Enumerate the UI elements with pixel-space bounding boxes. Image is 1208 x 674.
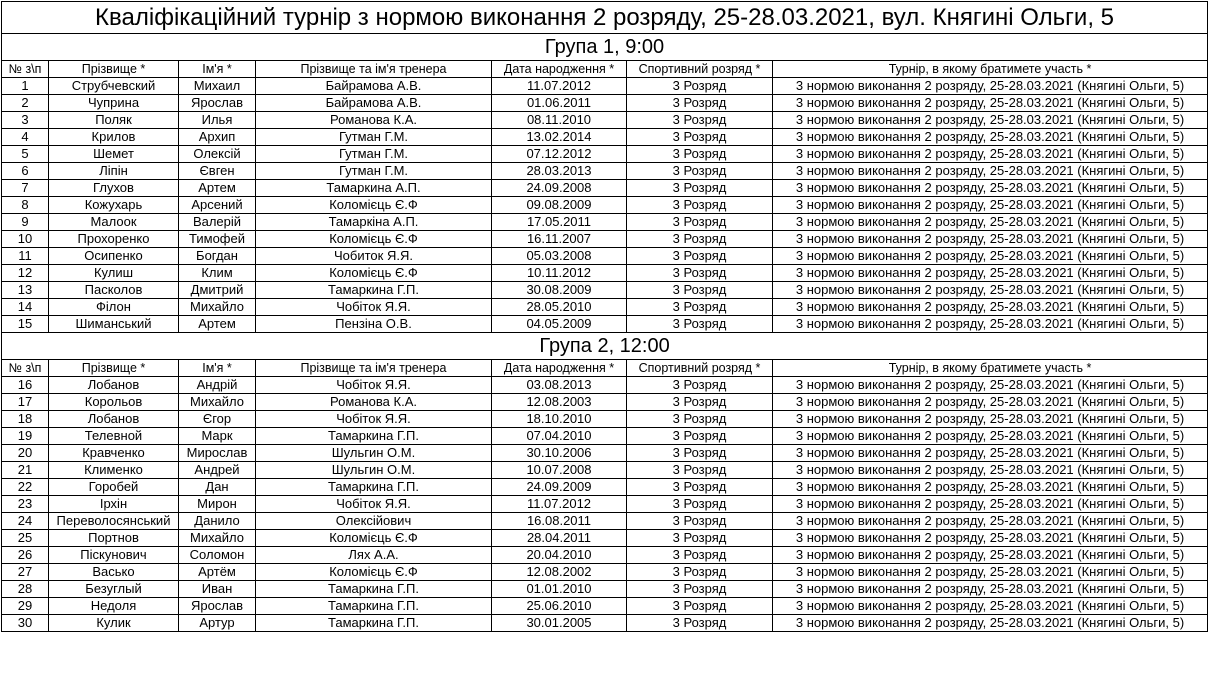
table-row xyxy=(2,428,1208,445)
table-row xyxy=(2,197,1208,214)
tournament-cell: 3 нормою виконання 2 розряду, 25-28.03.2021 (Княгині Ольги, 5) xyxy=(773,248,1208,265)
birth-date-cell: 24.09.2009 xyxy=(492,479,627,496)
tournament-cell: 3 нормою виконання 2 розряду, 25-28.03.2021 (Княгині Ольги, 5) xyxy=(773,146,1208,163)
birth-date-cell: 13.02.2014 xyxy=(492,129,627,146)
header-row xyxy=(2,360,1208,377)
surname-cell: Кулик xyxy=(49,615,179,632)
coach-name-cell: Олексійович xyxy=(256,513,492,530)
birth-date-cell: 30.10.2006 xyxy=(492,445,627,462)
group-title: Група 2, 12:00 xyxy=(2,333,1208,360)
sport-rank-cell: 3 Розряд xyxy=(627,615,773,632)
coach-name-cell: Тамаркина А.П. xyxy=(256,180,492,197)
surname-cell: Фiлон xyxy=(49,299,179,316)
birth-date-cell: 18.10.2010 xyxy=(492,411,627,428)
birth-date-cell: 11.07.2012 xyxy=(492,496,627,513)
surname-cell: Телевной xyxy=(49,428,179,445)
coach-name-cell: Романова К.А. xyxy=(256,112,492,129)
coach-name-cell: Пензіна О.В. xyxy=(256,316,492,333)
header-rank: Спортивний розряд * xyxy=(627,360,773,377)
tournament-cell: 3 нормою виконання 2 розряду, 25-28.03.2021 (Княгині Ольги, 5) xyxy=(773,316,1208,333)
coach-name-cell: Тамаркіна А.П. xyxy=(256,214,492,231)
row-number-cell: 22 xyxy=(2,479,49,496)
table-row xyxy=(2,547,1208,564)
first-name-cell: Єгор xyxy=(179,411,256,428)
row-number-cell: 16 xyxy=(2,377,49,394)
title-row xyxy=(2,2,1208,34)
tournament-cell: 3 нормою виконання 2 розряду, 25-28.03.2021 (Княгині Ольги, 5) xyxy=(773,377,1208,394)
coach-name-cell: Коломієць Є.Ф xyxy=(256,530,492,547)
tournament-cell: 3 нормою виконання 2 розряду, 25-28.03.2021 (Княгині Ольги, 5) xyxy=(773,479,1208,496)
row-number-cell: 28 xyxy=(2,581,49,598)
birth-date-cell: 04.05.2009 xyxy=(492,316,627,333)
first-name-cell: Михайло xyxy=(179,530,256,547)
birth-date-cell: 07.12.2012 xyxy=(492,146,627,163)
table-row xyxy=(2,564,1208,581)
table-row xyxy=(2,129,1208,146)
sport-rank-cell: 3 Розряд xyxy=(627,214,773,231)
surname-cell: Недоля xyxy=(49,598,179,615)
sport-rank-cell: 3 Розряд xyxy=(627,394,773,411)
sport-rank-cell: 3 Розряд xyxy=(627,462,773,479)
sport-rank-cell: 3 Розряд xyxy=(627,248,773,265)
birth-date-cell: 12.08.2003 xyxy=(492,394,627,411)
sport-rank-cell: 3 Розряд xyxy=(627,581,773,598)
first-name-cell: Євген xyxy=(179,163,256,180)
row-number-cell: 19 xyxy=(2,428,49,445)
first-name-cell: Дмитрий xyxy=(179,282,256,299)
sport-rank-cell: 3 Розряд xyxy=(627,95,773,112)
first-name-cell: Ярослав xyxy=(179,95,256,112)
sport-rank-cell: 3 Розряд xyxy=(627,564,773,581)
sport-rank-cell: 3 Розряд xyxy=(627,163,773,180)
tournament-cell: 3 нормою виконання 2 розряду, 25-28.03.2021 (Княгині Ольги, 5) xyxy=(773,411,1208,428)
first-name-cell: Михайло xyxy=(179,299,256,316)
tournament-cell: 3 нормою виконання 2 розряду, 25-28.03.2021 (Княгині Ольги, 5) xyxy=(773,231,1208,248)
header-tournament: Турнір, в якому братимете участь * xyxy=(773,61,1208,78)
first-name-cell: Мирослав xyxy=(179,445,256,462)
first-name-cell: Андрей xyxy=(179,462,256,479)
first-name-cell: Артем xyxy=(179,180,256,197)
row-number-cell: 11 xyxy=(2,248,49,265)
surname-cell: Переволосянський xyxy=(49,513,179,530)
birth-date-cell: 30.08.2009 xyxy=(492,282,627,299)
first-name-cell: Михайло xyxy=(179,394,256,411)
header-rank: Спортивний розряд * xyxy=(627,61,773,78)
coach-name-cell: Коломієць Є.Ф xyxy=(256,197,492,214)
coach-name-cell: Тамаркина Г.П. xyxy=(256,428,492,445)
birth-date-cell: 12.08.2002 xyxy=(492,564,627,581)
coach-name-cell: Байрамова А.В. xyxy=(256,95,492,112)
tournament-cell: 3 нормою виконання 2 розряду, 25-28.03.2021 (Княгині Ольги, 5) xyxy=(773,299,1208,316)
table-row xyxy=(2,496,1208,513)
tournament-cell: 3 нормою виконання 2 розряду, 25-28.03.2021 (Княгині Ольги, 5) xyxy=(773,615,1208,632)
row-number-cell: 25 xyxy=(2,530,49,547)
header-coach: Прізвище та ім'я тренера xyxy=(256,360,492,377)
row-number-cell: 1 xyxy=(2,78,49,95)
sport-rank-cell: 3 Розряд xyxy=(627,299,773,316)
header-surname: Прізвище * xyxy=(49,360,179,377)
header-birth-date: Дата народження * xyxy=(492,360,627,377)
header-row xyxy=(2,61,1208,78)
table-row xyxy=(2,513,1208,530)
row-number-cell: 21 xyxy=(2,462,49,479)
row-number-cell: 30 xyxy=(2,615,49,632)
row-number-cell: 23 xyxy=(2,496,49,513)
surname-cell: Поляк xyxy=(49,112,179,129)
table-row xyxy=(2,462,1208,479)
table-row xyxy=(2,445,1208,462)
header-number: № з\п xyxy=(2,61,49,78)
surname-cell: Лiпiн xyxy=(49,163,179,180)
sport-rank-cell: 3 Розряд xyxy=(627,411,773,428)
surname-cell: Кравченко xyxy=(49,445,179,462)
first-name-cell: Илья xyxy=(179,112,256,129)
coach-name-cell: Романова К.А. xyxy=(256,394,492,411)
coach-name-cell: Шульгин О.М. xyxy=(256,462,492,479)
first-name-cell: Олексій xyxy=(179,146,256,163)
surname-cell: Шемет xyxy=(49,146,179,163)
first-name-cell: Михаил xyxy=(179,78,256,95)
coach-name-cell: Лях А.А. xyxy=(256,547,492,564)
table-row xyxy=(2,231,1208,248)
row-number-cell: 27 xyxy=(2,564,49,581)
coach-name-cell: Гутман Г.М. xyxy=(256,146,492,163)
table-row xyxy=(2,581,1208,598)
table-row xyxy=(2,299,1208,316)
first-name-cell: Соломон xyxy=(179,547,256,564)
header-number: № з\п xyxy=(2,360,49,377)
first-name-cell: Марк xyxy=(179,428,256,445)
coach-name-cell: Гутман Г.М. xyxy=(256,129,492,146)
coach-name-cell: Чобіток Я.Я. xyxy=(256,377,492,394)
first-name-cell: Данило xyxy=(179,513,256,530)
row-number-cell: 26 xyxy=(2,547,49,564)
table-row xyxy=(2,214,1208,231)
sport-rank-cell: 3 Розряд xyxy=(627,530,773,547)
coach-name-cell: Чобіток Я.Я. xyxy=(256,496,492,513)
sport-rank-cell: 3 Розряд xyxy=(627,231,773,248)
first-name-cell: Артем xyxy=(179,316,256,333)
row-number-cell: 4 xyxy=(2,129,49,146)
tournament-cell: 3 нормою виконання 2 розряду, 25-28.03.2021 (Княгині Ольги, 5) xyxy=(773,95,1208,112)
row-number-cell: 14 xyxy=(2,299,49,316)
table-row xyxy=(2,78,1208,95)
sport-rank-cell: 3 Розряд xyxy=(627,78,773,95)
first-name-cell: Тимофей xyxy=(179,231,256,248)
surname-cell: Осипенко xyxy=(49,248,179,265)
table-row xyxy=(2,163,1208,180)
first-name-cell: Ярослав xyxy=(179,598,256,615)
sport-rank-cell: 3 Розряд xyxy=(627,513,773,530)
surname-cell: Прохоренко xyxy=(49,231,179,248)
coach-name-cell: Тамаркина Г.П. xyxy=(256,581,492,598)
row-number-cell: 13 xyxy=(2,282,49,299)
header-surname: Прізвище * xyxy=(49,61,179,78)
birth-date-cell: 01.01.2010 xyxy=(492,581,627,598)
row-number-cell: 6 xyxy=(2,163,49,180)
table-row xyxy=(2,146,1208,163)
table-row xyxy=(2,316,1208,333)
tournament-cell: 3 нормою виконання 2 розряду, 25-28.03.2021 (Княгині Ольги, 5) xyxy=(773,496,1208,513)
row-number-cell: 5 xyxy=(2,146,49,163)
birth-date-cell: 10.11.2012 xyxy=(492,265,627,282)
tournament-cell: 3 нормою виконання 2 розряду, 25-28.03.2021 (Княгині Ольги, 5) xyxy=(773,180,1208,197)
surname-cell: Шиманський xyxy=(49,316,179,333)
table-row xyxy=(2,377,1208,394)
first-name-cell: Андрій xyxy=(179,377,256,394)
first-name-cell: Иван xyxy=(179,581,256,598)
sport-rank-cell: 3 Розряд xyxy=(627,316,773,333)
birth-date-cell: 08.11.2010 xyxy=(492,112,627,129)
tournament-cell: 3 нормою виконання 2 розряду, 25-28.03.2021 (Княгині Ольги, 5) xyxy=(773,530,1208,547)
coach-name-cell: Тамаркина Г.П. xyxy=(256,282,492,299)
tournament-cell: 3 нормою виконання 2 розряду, 25-28.03.2021 (Княгині Ольги, 5) xyxy=(773,265,1208,282)
birth-date-cell: 28.05.2010 xyxy=(492,299,627,316)
group-title-row xyxy=(2,333,1208,360)
first-name-cell: Клим xyxy=(179,265,256,282)
surname-cell: Портнов xyxy=(49,530,179,547)
birth-date-cell: 28.03.2013 xyxy=(492,163,627,180)
tournament-cell: 3 нормою виконання 2 розряду, 25-28.03.2021 (Княгині Ольги, 5) xyxy=(773,581,1208,598)
tournament-cell: 3 нормою виконання 2 розряду, 25-28.03.2021 (Княгині Ольги, 5) xyxy=(773,129,1208,146)
coach-name-cell: Байрамова А.В. xyxy=(256,78,492,95)
table-row xyxy=(2,394,1208,411)
row-number-cell: 18 xyxy=(2,411,49,428)
birth-date-cell: 16.08.2011 xyxy=(492,513,627,530)
birth-date-cell: 17.05.2011 xyxy=(492,214,627,231)
header-birth-date: Дата народження * xyxy=(492,61,627,78)
first-name-cell: Арсений xyxy=(179,197,256,214)
page-title: Кваліфікаційний турнір з нормою виконання 2 розряду, 25-28.03.2021, вул. Княгині Ольги, 5 xyxy=(2,2,1208,34)
sport-rank-cell: 3 Розряд xyxy=(627,282,773,299)
coach-name-cell: Чобіток Я.Я. xyxy=(256,299,492,316)
table-row xyxy=(2,598,1208,615)
tournament-cell: 3 нормою виконання 2 розряду, 25-28.03.2021 (Княгині Ольги, 5) xyxy=(773,112,1208,129)
sport-rank-cell: 3 Розряд xyxy=(627,146,773,163)
surname-cell: Горобей xyxy=(49,479,179,496)
sport-rank-cell: 3 Розряд xyxy=(627,479,773,496)
group-title: Група 1, 9:00 xyxy=(2,34,1208,61)
first-name-cell: Архип xyxy=(179,129,256,146)
first-name-cell: Артём xyxy=(179,564,256,581)
row-number-cell: 20 xyxy=(2,445,49,462)
row-number-cell: 3 xyxy=(2,112,49,129)
tournament-cell: 3 нормою виконання 2 розряду, 25-28.03.2021 (Княгині Ольги, 5) xyxy=(773,197,1208,214)
surname-cell: Кулиш xyxy=(49,265,179,282)
registration-table xyxy=(1,1,1208,632)
coach-name-cell: Тамаркина Г.П. xyxy=(256,479,492,496)
surname-cell: Лобанов xyxy=(49,377,179,394)
surname-cell: Iрхiн xyxy=(49,496,179,513)
row-number-cell: 7 xyxy=(2,180,49,197)
first-name-cell: Дан xyxy=(179,479,256,496)
birth-date-cell: 16.11.2007 xyxy=(492,231,627,248)
table-row xyxy=(2,112,1208,129)
tournament-cell: 3 нормою виконання 2 розряду, 25-28.03.2021 (Княгині Ольги, 5) xyxy=(773,462,1208,479)
table-row xyxy=(2,95,1208,112)
first-name-cell: Артур xyxy=(179,615,256,632)
surname-cell: Безуглый xyxy=(49,581,179,598)
sport-rank-cell: 3 Розряд xyxy=(627,112,773,129)
surname-cell: Малоок xyxy=(49,214,179,231)
table-row xyxy=(2,479,1208,496)
sport-rank-cell: 3 Розряд xyxy=(627,547,773,564)
birth-date-cell: 11.07.2012 xyxy=(492,78,627,95)
surname-cell: Васько xyxy=(49,564,179,581)
birth-date-cell: 24.09.2008 xyxy=(492,180,627,197)
tournament-cell: 3 нормою виконання 2 розряду, 25-28.03.2021 (Княгині Ольги, 5) xyxy=(773,163,1208,180)
coach-name-cell: Чобіток Я.Я. xyxy=(256,411,492,428)
row-number-cell: 9 xyxy=(2,214,49,231)
coach-name-cell: Коломієць Є.Ф xyxy=(256,564,492,581)
tournament-cell: 3 нормою виконання 2 розряду, 25-28.03.2021 (Княгині Ольги, 5) xyxy=(773,445,1208,462)
tournament-cell: 3 нормою виконання 2 розряду, 25-28.03.2021 (Княгині Ольги, 5) xyxy=(773,564,1208,581)
surname-cell: Клименко xyxy=(49,462,179,479)
birth-date-cell: 09.08.2009 xyxy=(492,197,627,214)
sport-rank-cell: 3 Розряд xyxy=(627,129,773,146)
row-number-cell: 10 xyxy=(2,231,49,248)
sport-rank-cell: 3 Розряд xyxy=(627,598,773,615)
surname-cell: Лобанов xyxy=(49,411,179,428)
row-number-cell: 8 xyxy=(2,197,49,214)
table-row xyxy=(2,615,1208,632)
table-row xyxy=(2,282,1208,299)
first-name-cell: Мирон xyxy=(179,496,256,513)
row-number-cell: 29 xyxy=(2,598,49,615)
coach-name-cell: Тамаркина Г.П. xyxy=(256,615,492,632)
birth-date-cell: 20.04.2010 xyxy=(492,547,627,564)
row-number-cell: 24 xyxy=(2,513,49,530)
coach-name-cell: Коломієць Є.Ф xyxy=(256,231,492,248)
birth-date-cell: 30.01.2005 xyxy=(492,615,627,632)
sport-rank-cell: 3 Розряд xyxy=(627,377,773,394)
coach-name-cell: Коломієць Є.Ф xyxy=(256,265,492,282)
surname-cell: Крилов xyxy=(49,129,179,146)
birth-date-cell: 07.04.2010 xyxy=(492,428,627,445)
header-first-name: Ім'я * xyxy=(179,61,256,78)
tournament-cell: 3 нормою виконання 2 розряду, 25-28.03.2021 (Княгині Ольги, 5) xyxy=(773,282,1208,299)
sport-rank-cell: 3 Розряд xyxy=(627,197,773,214)
sport-rank-cell: 3 Розряд xyxy=(627,265,773,282)
row-number-cell: 2 xyxy=(2,95,49,112)
row-number-cell: 15 xyxy=(2,316,49,333)
row-number-cell: 17 xyxy=(2,394,49,411)
surname-cell: Чуприна xyxy=(49,95,179,112)
table-row xyxy=(2,411,1208,428)
surname-cell: Кожухарь xyxy=(49,197,179,214)
surname-cell: Піскунович xyxy=(49,547,179,564)
table-row xyxy=(2,265,1208,282)
header-first-name: Ім'я * xyxy=(179,360,256,377)
sport-rank-cell: 3 Розряд xyxy=(627,445,773,462)
header-coach: Прізвище та ім'я тренера xyxy=(256,61,492,78)
tournament-cell: 3 нормою виконання 2 розряду, 25-28.03.2021 (Княгині Ольги, 5) xyxy=(773,394,1208,411)
surname-cell: Глухов xyxy=(49,180,179,197)
birth-date-cell: 01.06.2011 xyxy=(492,95,627,112)
group-title-row xyxy=(2,34,1208,61)
birth-date-cell: 10.07.2008 xyxy=(492,462,627,479)
tournament-cell: 3 нормою виконання 2 розряду, 25-28.03.2021 (Княгині Ольги, 5) xyxy=(773,428,1208,445)
coach-name-cell: Гутман Г.М. xyxy=(256,163,492,180)
coach-name-cell: Шульгин О.М. xyxy=(256,445,492,462)
header-tournament: Турнір, в якому братимете участь * xyxy=(773,360,1208,377)
birth-date-cell: 05.03.2008 xyxy=(492,248,627,265)
tournament-cell: 3 нормою виконання 2 розряду, 25-28.03.2021 (Княгині Ольги, 5) xyxy=(773,214,1208,231)
first-name-cell: Богдан xyxy=(179,248,256,265)
coach-name-cell: Тамаркина Г.П. xyxy=(256,598,492,615)
birth-date-cell: 25.06.2010 xyxy=(492,598,627,615)
tournament-cell: 3 нормою виконання 2 розряду, 25-28.03.2021 (Княгині Ольги, 5) xyxy=(773,78,1208,95)
table-row xyxy=(2,248,1208,265)
table-row xyxy=(2,180,1208,197)
birth-date-cell: 28.04.2011 xyxy=(492,530,627,547)
sport-rank-cell: 3 Розряд xyxy=(627,428,773,445)
tournament-cell: 3 нормою виконання 2 розряду, 25-28.03.2021 (Княгині Ольги, 5) xyxy=(773,513,1208,530)
tournament-cell: 3 нормою виконання 2 розряду, 25-28.03.2021 (Княгині Ольги, 5) xyxy=(773,598,1208,615)
tournament-cell: 3 нормою виконання 2 розряду, 25-28.03.2021 (Княгині Ольги, 5) xyxy=(773,547,1208,564)
sport-rank-cell: 3 Розряд xyxy=(627,496,773,513)
coach-name-cell: Чобиток Я.Я. xyxy=(256,248,492,265)
row-number-cell: 12 xyxy=(2,265,49,282)
surname-cell: Струбчевский xyxy=(49,78,179,95)
table-row xyxy=(2,530,1208,547)
surname-cell: Корольов xyxy=(49,394,179,411)
birth-date-cell: 03.08.2013 xyxy=(492,377,627,394)
first-name-cell: Валерій xyxy=(179,214,256,231)
surname-cell: Пасколов xyxy=(49,282,179,299)
sport-rank-cell: 3 Розряд xyxy=(627,180,773,197)
